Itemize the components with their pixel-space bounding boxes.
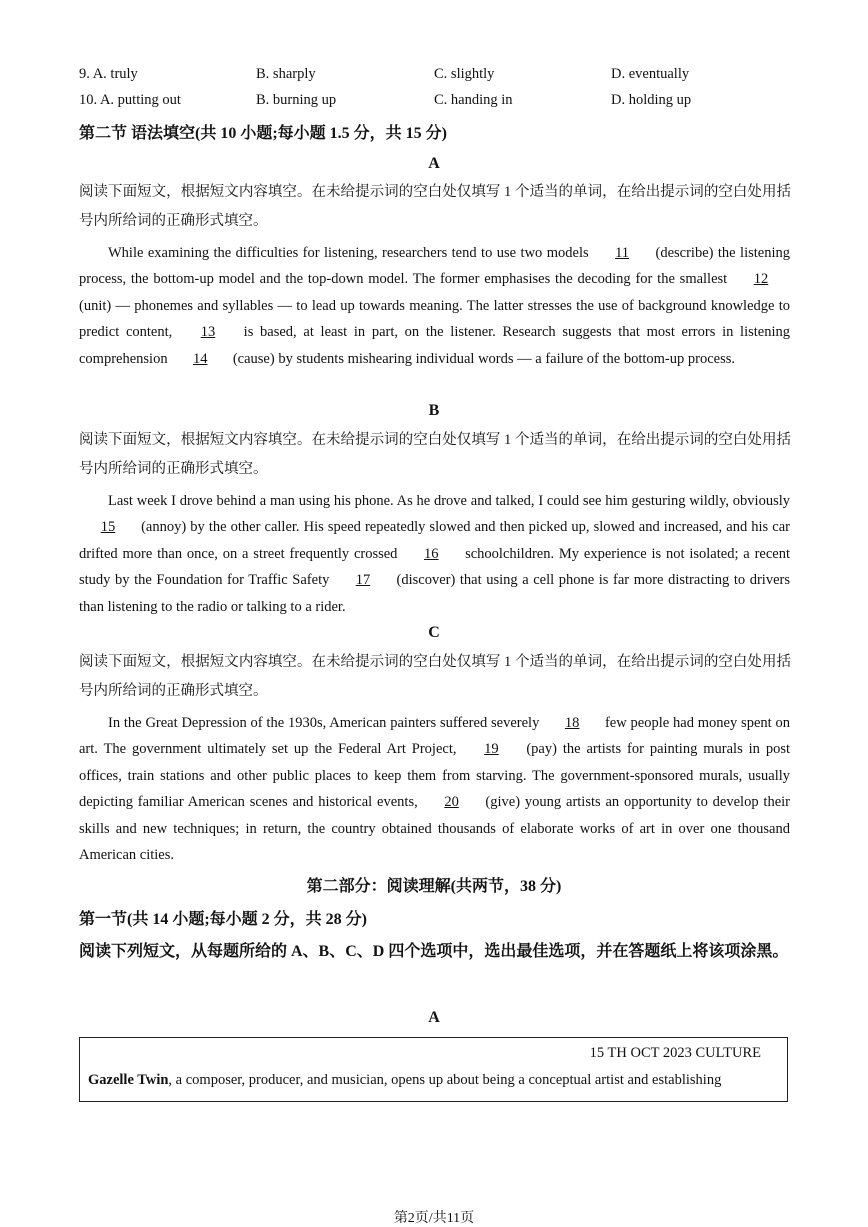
blank-17: 17 [355, 572, 371, 589]
passage-a-instruction: 阅读下面短文，根据短文内容填空。在未给提示词的空白处仅填写 1 个适当的单词，在给出提示词的空白处用括号内所给词的正确形式填空。 [79, 184, 791, 229]
blank-12: 12 [753, 271, 769, 288]
passage-a-text: While examining the difficulties for listening, researchers tend to use two models 11 (describe) the listening process, the bottom-up model and the top-down model. The former emphasises the decoding for the smallest 12 (unit) — phonemes and syllables — to lead up towards meaning. The latter stresses the use of background knowledge to predict content, 13 is based, at least in part, on the listener. Research suggests that most errors in listening comprehension 14 (cause) by students mishearing individual words — a failure of the bottom-up process. [79, 240, 790, 372]
option-10c: C. handing in [434, 92, 513, 108]
passage-a-label: A [428, 155, 440, 172]
blank-19: 19 [484, 741, 499, 758]
article-lead: Gazelle Twin, a composer, producer, and musician, opens up about being a conceptual artist and establishing [88, 1072, 722, 1088]
passage-b-label: B [428, 402, 440, 419]
passage-c-instruction: 阅读下面短文，根据短文内容填空。在未给提示词的空白处仅填写 1 个适当的单词，在给出提示词的空白处用括号内所给词的正确形式填空。 [79, 654, 791, 699]
part2-title: 第二部分：阅读理解(共两节，38 分) [306, 878, 562, 895]
reading-a-label: A [428, 1009, 440, 1026]
page-number: 第2页/共11页 [393, 1211, 475, 1226]
option-9b: B. sharply [256, 66, 316, 82]
option-10a: 10. A. putting out [79, 92, 181, 108]
blank-20: 20 [444, 794, 459, 811]
part2-section1-title: 第一节(共 14 小题;每小题 2 分，共 28 分) [79, 911, 367, 928]
blank-15: 15 [100, 519, 116, 536]
option-10b: B. burning up [256, 92, 337, 108]
passage-c-text: In the Great Depression of the 1930s, American painters suffered severely 18 few people had money spent on art. The government ultimately set up the Federal Art Project, 19 (pay) the artists for painting murals in post offices, train stations and other public places to keep them from starving. The government-sponsored murals, usually depicting familiar American scenes and historical events, 20 (give) young artists an opportunity to develop their skills and new techniques; in return, the country obtained thousands of elaborate works of art in over one thousand American cities. [79, 710, 790, 868]
article-meta: 15 TH OCT 2023 CULTURE [589, 1045, 761, 1061]
passage-b-instruction: 阅读下面短文，根据短文内容填空。在未给提示词的空白处仅填写 1 个适当的单词，在给出提示词的空白处用括号内所给词的正确形式填空。 [79, 432, 791, 477]
blank-14: 14 [192, 350, 208, 367]
options-row-9 [79, 66, 799, 88]
option-10d: D. holding up [611, 92, 692, 108]
blank-18: 18 [564, 715, 580, 731]
option-9a: 9. A. truly [79, 66, 138, 82]
passage-b-text: Last week I drove behind a man using his phone. As he drove and talked, I could see him gesturing wildly, obviously 15 (annoy) by the other caller. His speed repeatedly slowed and then picked up, slowed and increased, and his car drifted more than once, on a street frequently crossed 16 schoolchildren. My experience is not isolated; a recent study by the Foundation for Traffic Safety 17 (discover) that using a cell phone is far more distracting to drivers than listening to the radio or talking to a rider. [79, 493, 790, 615]
article-box [79, 1037, 788, 1102]
option-9c: C. slightly [434, 66, 495, 82]
options-row-10 [79, 92, 799, 114]
passage-c-label: C [428, 624, 440, 641]
blank-11: 11 [615, 245, 630, 261]
option-9d: D. eventually [611, 66, 690, 82]
blank-16: 16 [424, 545, 439, 562]
blank-13: 13 [200, 324, 216, 341]
article-subject-name: Gazelle Twin [88, 1072, 169, 1088]
section2-title: 第二节 语法填空(共 10 小题;每小题 1.5 分，共 15 分) [79, 125, 447, 142]
part2-instruction: 阅读下列短文，从每题所给的 A、B、C、D 四个选项中，选出最佳选项，并在答题纸上将该项涂黑。 [79, 943, 789, 960]
